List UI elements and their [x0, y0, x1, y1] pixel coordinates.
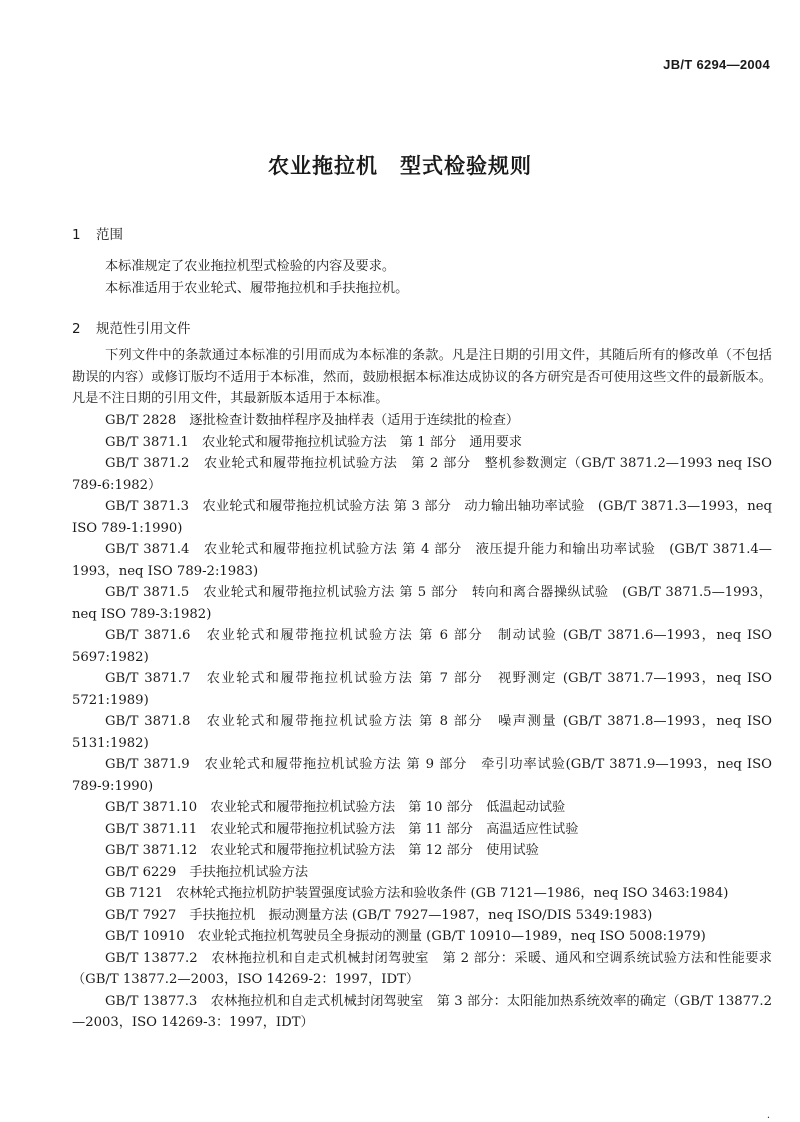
section-1-paragraph-2: 本标准适用于农业轮式、履带拖拉机和手扶拖拉机。: [105, 281, 409, 296]
normative-references-list: [72, 410, 772, 1034]
reference-item: GB/T 3871.7 农业轮式和履带拖拉机试验方法 第 7 部分 视野测定 (GB/T 3871.7—1993，neq ISO 5721:1989): [72, 671, 772, 708]
section-1-paragraph-1: 本标准规定了农业拖拉机型式检验的内容及要求。: [105, 259, 396, 274]
reference-item: GB/T 6229 手扶拖拉机试验方法: [105, 864, 309, 880]
reference-item: GB/T 3871.4 农业轮式和履带拖拉机试验方法 第 4 部分 液压提升能力和输出功率试验 (GB/T 3871.4—1993，neq ISO 789-2:1983): [72, 542, 772, 579]
reference-item: GB/T 13877.3 农林拖拉机和自走式机械封闭驾驶室 第 3 部分：太阳能加热系统效率的确定（GB/T 13877.2—2003，ISO 14269-3：1997，IDT）: [72, 993, 772, 1030]
reference-item: GB/T 3871.8 农业轮式和履带拖拉机试验方法 第 8 部分 噪声测量 (GB/T 3871.8—1993，neq ISO 5131:1982): [72, 714, 772, 751]
section-2-paragraph-1: 下列文件中的条款通过本标准的引用而成为本标准的条款。凡是注日期的引用文件，其随后所有的修改单（不包括勘误的内容）或修订版均不适用于本标准，然而，鼓励根据本标准达成协议的各方研究是否可使用这些文件的最新版本。凡是不注日期的引用文件，其最新版本适用于本标准。: [72, 348, 772, 406]
reference-item: GB/T 10910 农业轮式拖拉机驾驶员全身振动的测量 (GB/T 10910—1989，neq ISO 5008:1979): [105, 929, 706, 944]
section-title: 范围: [96, 227, 123, 243]
reference-item: GB/T 3871.5 农业轮式和履带拖拉机试验方法 第 5 部分 转向和离合器操纵试验 (GB/T 3871.5—1993，neq ISO 789-3:1982): [72, 585, 772, 622]
section-number: 1: [72, 227, 81, 243]
reference-item: GB/T 3871.3 农业轮式和履带拖拉机试验方法 第 3 部分 动力输出轴功率试验 (GB/T 3871.3—1993，neq ISO 789-1:1990): [72, 499, 772, 536]
reference-item: GB/T 3871.6 农业轮式和履带拖拉机试验方法 第 6 部分 制动试验 (GB/T 3871.6—1993，neq ISO 5697:1982): [72, 628, 772, 665]
reference-item: GB/T 3871.12 农业轮式和履带拖拉机试验方法 第 12 部分 使用试验: [105, 843, 539, 858]
reference-item: GB/T 3871.9 农业轮式和履带拖拉机试验方法 第 9 部分 牵引功率试验(GB/T 3871.9—1993，neq ISO 789-9:1990): [72, 757, 772, 794]
standard-code: JB/T 6294—2004: [663, 57, 770, 72]
reference-item: GB/T 3871.11 农业轮式和履带拖拉机试验方法 第 11 部分 高温适应性试验: [105, 821, 579, 837]
section-title: 规范性引用文件: [96, 321, 191, 337]
reference-item: GB 7121 农林轮式拖拉机防护装置强度试验方法和验收条件 (GB 7121—1986，neq ISO 3463:1984): [105, 886, 729, 901]
section-1-heading: [72, 223, 123, 243]
reference-item: GB/T 2828 逐批检查计数抽样程序及抽样表（适用于连续批的检查）: [105, 413, 520, 428]
reference-item: GB/T 3871.2 农业轮式和履带拖拉机试验方法 第 2 部分 整机参数测定（GB/T 3871.2—1993 neq ISO 789-6:1982）: [72, 456, 772, 493]
document-title: 农业拖拉机 型式检验规则: [268, 154, 532, 178]
section-number: 2: [72, 321, 81, 337]
reference-item: GB/T 3871.1 农业轮式和履带拖拉机试验方法 第 1 部分 通用要求: [105, 434, 523, 450]
reference-item: GB/T 7927 手扶拖拉机 振动测量方法 (GB/T 7927—1987，neq ISO/DIS 5349:1983): [105, 907, 653, 923]
section-2-heading: [72, 317, 191, 337]
page-corner-mark: .: [766, 1110, 770, 1121]
reference-item: GB/T 13877.2 农林拖拉机和自走式机械封闭驾驶室 第 2 部分：采暖、通风和空调系统试验方法和性能要求（GB/T 13877.2—2003，ISO 14269-2：1997，IDT）: [72, 950, 772, 987]
reference-item: GB/T 3871.10 农业轮式和履带拖拉机试验方法 第 10 部分 低温起动试验: [105, 800, 566, 815]
